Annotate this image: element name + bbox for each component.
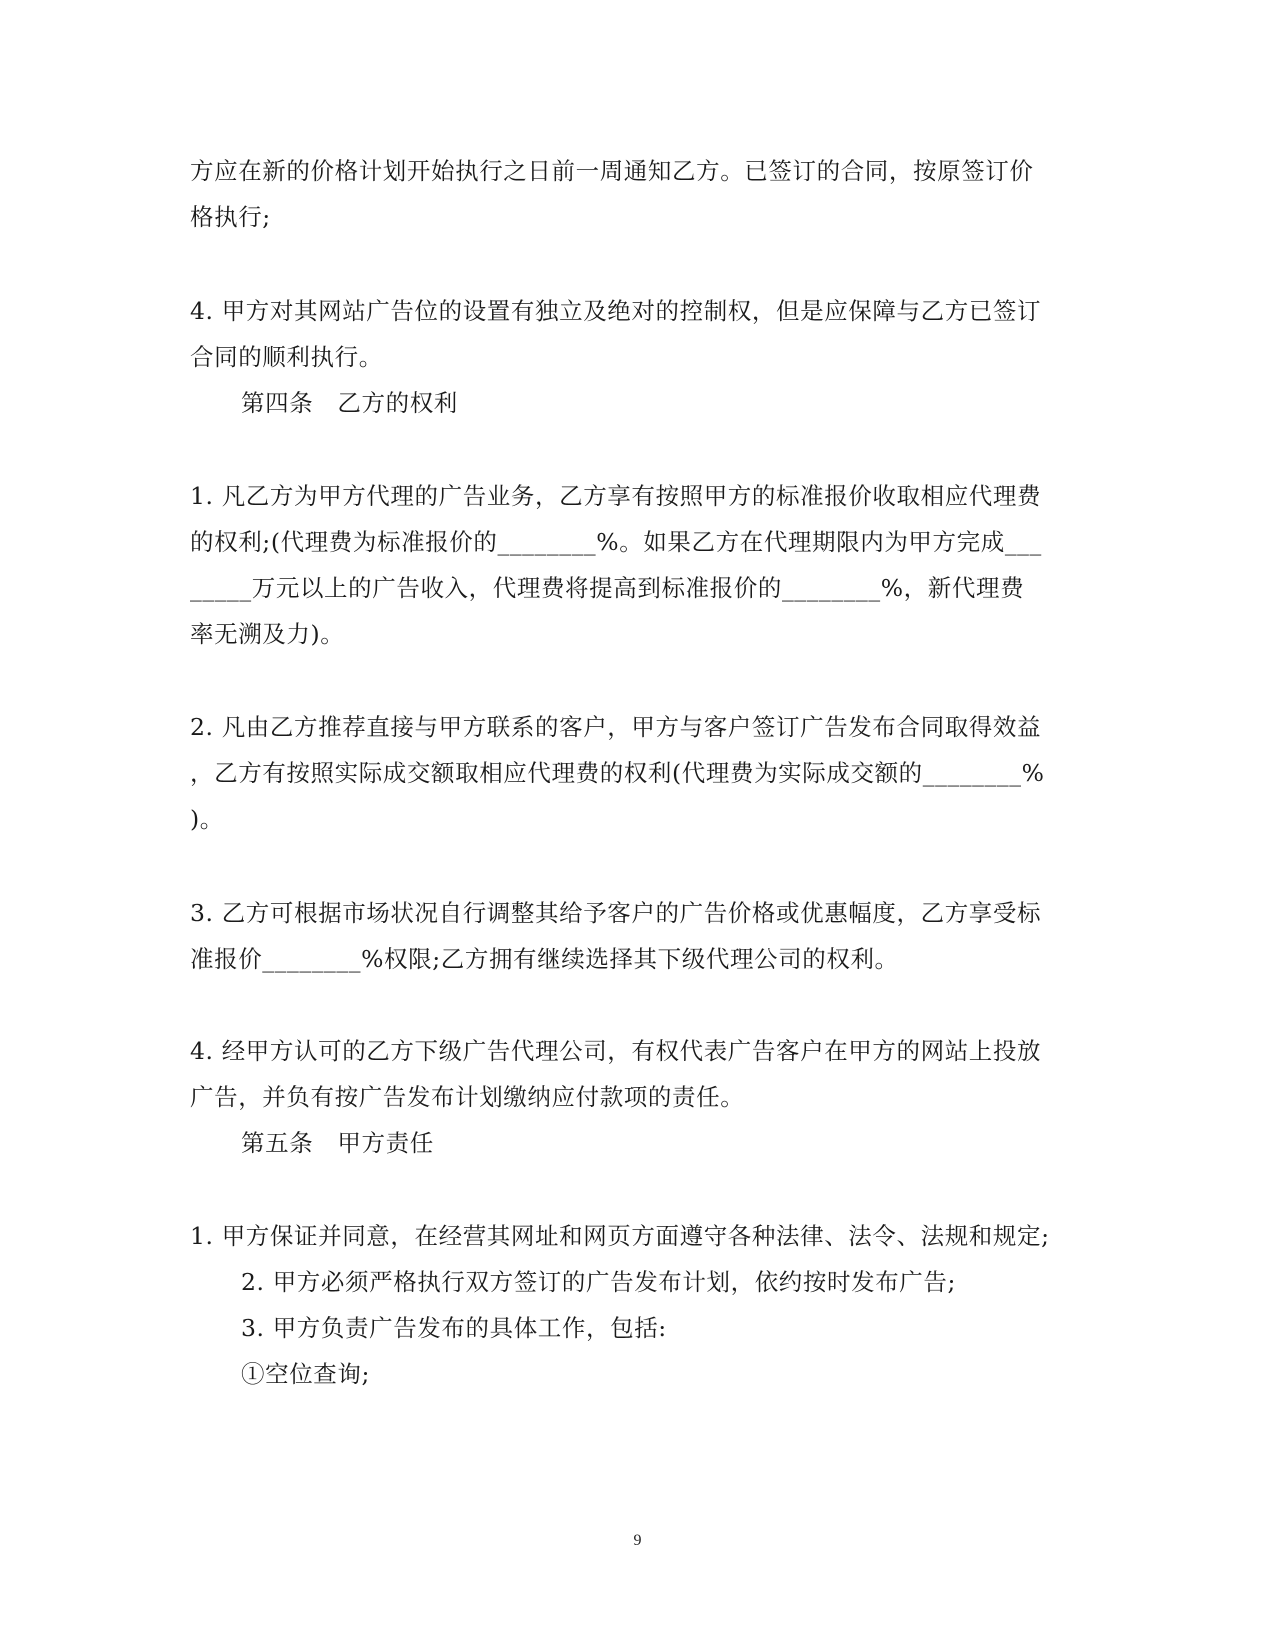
text-line: 1. 甲方保证并同意，在经营其网址和网页方面遵守各种法律、法令、法规和规定; [190, 1222, 1050, 1250]
article-5-heading [190, 1120, 1075, 1166]
paragraph-clause-4-3 [190, 890, 1075, 982]
text-line: 准报价________%权限;乙方拥有继续选择其下级代理公司的权利。 [190, 945, 899, 973]
text-line: 广告，并负有按广告发布计划缴纳应付款项的责任。 [190, 1083, 745, 1111]
text-line: 4. 经甲方认可的乙方下级广告代理公司，有权代表广告客户在甲方的网站上投放 [190, 1037, 1042, 1065]
text-line: 3. 乙方可根据市场状况自行调整其给予客户的广告价格或优惠幅度，乙方享受标 [190, 899, 1042, 927]
paragraph-price-notice [190, 148, 1075, 240]
text-line: 的权利;(代理费为标准报价的________%。如果乙方在代理期限内为甲方完成___ [190, 528, 1042, 556]
text-line: 率无溯及力)。 [190, 620, 345, 648]
paragraph-clause-5 [190, 1213, 1075, 1397]
text-line: _____万元以上的广告收入，代理费将提高到标准报价的________%，新代理费 [190, 574, 1025, 602]
article-4-heading [190, 380, 1075, 426]
paragraph-clause-4-4 [190, 1028, 1075, 1120]
page-number: 9 [633, 1532, 642, 1549]
text-line: 2. 凡由乙方推荐直接与甲方联系的客户，甲方与客户签订广告发布合同取得效益 [190, 713, 1042, 741]
section-heading: 第四条 乙方的权利 [241, 389, 458, 417]
paragraph-clause-3-4 [190, 288, 1075, 380]
text-line: ①空位查询; [241, 1360, 371, 1388]
paragraph-clause-4-1 [190, 473, 1075, 657]
section-heading: 第五条 甲方责任 [241, 1129, 434, 1157]
text-line: 合同的顺利执行。 [190, 343, 383, 371]
text-line: 3. 甲方负责广告发布的具体工作，包括: [241, 1314, 667, 1342]
text-line: 方应在新的价格计划开始执行之日前一周通知乙方。已签订的合同，按原签订价 [190, 157, 1034, 185]
text-line: 2. 甲方必须严格执行双方签订的广告发布计划，依约按时发布广告; [241, 1268, 957, 1296]
text-line: ，乙方有按照实际成交额取相应代理费的权利(代理费为实际成交额的________% [190, 759, 1045, 787]
text-line: 4. 甲方对其网站广告位的设置有独立及绝对的控制权，但是应保障与乙方已签订 [190, 297, 1042, 325]
paragraph-clause-4-2 [190, 704, 1075, 842]
text-line: )。 [190, 805, 224, 833]
text-line: 格执行; [190, 203, 271, 231]
text-line: 1. 凡乙方为甲方代理的广告业务，乙方享有按照甲方的标准报价收取相应代理费 [190, 482, 1042, 510]
